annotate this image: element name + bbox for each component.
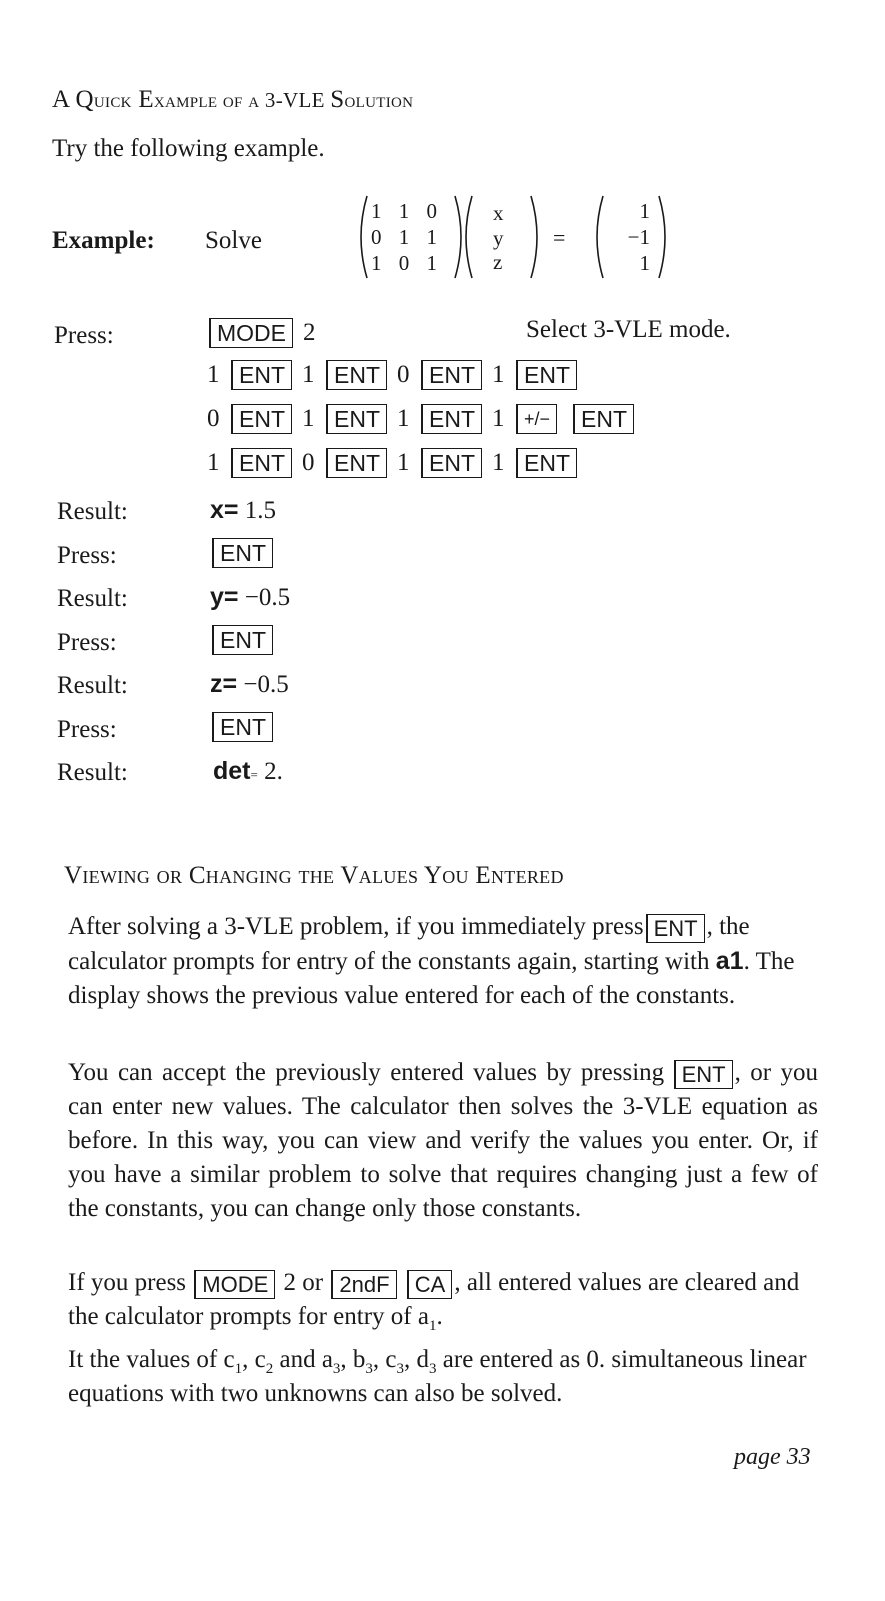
- digit: 1: [492, 405, 505, 432]
- digit: 1: [207, 449, 220, 476]
- page-number: page 33: [734, 1444, 811, 1470]
- digit: 0: [207, 405, 220, 432]
- rhs-1: 1: [639, 199, 650, 223]
- digit: 1: [302, 361, 315, 388]
- paragraph-text: , or you can enter new values. The calculator then solves the 3-VLE equation as before. In this way, you can view and verify the values you enter. Or, if you have a similar problem to solve that requires changing just a few of the constants, you can change only those constants.: [68, 1059, 819, 1222]
- result-value: 2.: [257, 758, 283, 785]
- var-z: z: [493, 250, 503, 274]
- paragraph-text: . The display shows the previous value entered for each of the constants.: [68, 948, 795, 1009]
- ent-key[interactable]: ENT: [326, 448, 387, 478]
- paragraph-text: , c: [242, 1346, 266, 1373]
- equals-sign: =: [553, 225, 566, 250]
- ent-key[interactable]: ENT: [326, 404, 387, 434]
- press-label: Press:: [57, 542, 117, 569]
- paragraph-text: , all entered values are cleared and the calculator prompts for entry of a: [68, 1269, 800, 1330]
- subscript: 3: [332, 1361, 341, 1377]
- heading-text: uick: [93, 88, 132, 112]
- paragraph-4: [68, 1343, 818, 1411]
- paragraph-text: , c: [372, 1346, 397, 1373]
- ent-key[interactable]: ENT: [421, 404, 482, 434]
- press-row: [210, 712, 275, 742]
- digit: 1: [492, 449, 505, 476]
- paragraph-text: After solving a 3-VLE problem, if you immediately press: [68, 913, 644, 940]
- rhs-2: −1: [627, 225, 650, 249]
- press-label: Press:: [57, 629, 117, 656]
- sign-change-key[interactable]: +/−: [516, 404, 557, 434]
- keystroke-row-4: [207, 448, 579, 478]
- result-label: Result:: [57, 585, 128, 612]
- ent-key[interactable]: ENT: [674, 1060, 733, 1089]
- digit: 1: [397, 405, 410, 432]
- result-det: [213, 757, 283, 786]
- rhs-3: 1: [639, 251, 650, 275]
- paragraph-bold: a1: [715, 947, 744, 975]
- subscript: 3: [396, 1361, 405, 1377]
- mode-key[interactable]: MODE: [209, 318, 293, 348]
- result-value: 1.5: [238, 497, 277, 524]
- ent-key[interactable]: ENT: [646, 914, 705, 943]
- var-x: x: [493, 201, 504, 225]
- ent-key[interactable]: ENT: [212, 625, 273, 655]
- ent-key[interactable]: ENT: [326, 360, 387, 390]
- ent-key[interactable]: ENT: [231, 404, 292, 434]
- paragraph-1: [68, 910, 818, 1013]
- result-y: [210, 583, 290, 612]
- ent-key[interactable]: ENT: [516, 360, 577, 390]
- result-label: Result:: [57, 672, 128, 699]
- matrix-row-2: 0 1 1: [371, 225, 443, 249]
- result-label: Result:: [57, 498, 128, 525]
- result-z: [210, 670, 289, 699]
- ent-key[interactable]: ENT: [212, 712, 273, 742]
- digit: 1: [302, 405, 315, 432]
- press-row: [210, 538, 275, 568]
- ent-key[interactable]: ENT: [573, 404, 634, 434]
- paragraph-text: are entered as 0. simultaneous linear equations with two unknowns can also be solved.: [68, 1346, 807, 1407]
- section-heading-quick-example: [52, 86, 413, 114]
- paragraph-text: , d: [404, 1346, 430, 1373]
- press-row: [210, 625, 275, 655]
- heading-text: E: [131, 86, 154, 113]
- digit: 1: [207, 361, 220, 388]
- paragraph-2: [68, 1056, 818, 1226]
- paragraph-text: .: [436, 1303, 443, 1330]
- heading-text: olution: [344, 88, 414, 112]
- result-value: −0.5: [237, 671, 289, 698]
- press-label: Press:: [54, 322, 114, 349]
- paragraph-3: [68, 1266, 818, 1334]
- paragraph-text: 2 or: [277, 1269, 330, 1296]
- ent-key[interactable]: ENT: [231, 360, 292, 390]
- result-sub: =: [250, 767, 258, 782]
- subscript: 1: [234, 1361, 243, 1377]
- ent-key[interactable]: ENT: [231, 448, 292, 478]
- digit: 1: [492, 361, 505, 388]
- result-var: x=: [210, 496, 239, 524]
- result-var: z=: [210, 670, 238, 698]
- digit: 0: [397, 361, 410, 388]
- heading-text: xample of a 3-VLE: [153, 88, 331, 112]
- digit: 0: [302, 449, 315, 476]
- subscript: 1: [428, 1318, 437, 1334]
- digit: 2: [303, 319, 316, 346]
- ent-key[interactable]: ENT: [516, 448, 577, 478]
- digit: 1: [397, 449, 410, 476]
- result-var: det: [213, 757, 251, 785]
- mode-key[interactable]: MODE: [194, 1270, 275, 1299]
- press-label: Press:: [57, 716, 117, 743]
- ca-key[interactable]: CA: [407, 1270, 453, 1299]
- heading-text: S: [330, 86, 345, 113]
- keystroke-row-1: [207, 318, 316, 348]
- subscript: 2: [265, 1361, 274, 1377]
- matrix-row-3: 1 0 1: [371, 251, 443, 275]
- paragraph-text: the calculator prompts for entry of the constants again, starting with: [68, 913, 750, 975]
- paragraph-text: and a: [273, 1346, 333, 1373]
- var-y: y: [493, 226, 504, 250]
- result-value: −0.5: [238, 584, 291, 611]
- subscript: 3: [429, 1361, 437, 1377]
- step-note: Select 3-VLE mode.: [526, 316, 731, 343]
- result-label: Result:: [57, 759, 128, 786]
- example-label: Example:: [52, 227, 155, 254]
- keystroke-row-2: [207, 360, 579, 390]
- paragraph-text: , b: [340, 1346, 366, 1373]
- paragraph-text: If you press: [68, 1269, 193, 1296]
- paragraph-text: It the values of c: [68, 1346, 235, 1373]
- intro-text: Try the following example.: [52, 135, 325, 162]
- paragraph-text: You can accept the previously entered values by pressing: [68, 1059, 665, 1086]
- ent-key[interactable]: ENT: [212, 538, 273, 568]
- paragraph-text: ,: [706, 913, 713, 940]
- ent-key[interactable]: ENT: [421, 448, 482, 478]
- keystroke-row-3: [207, 404, 636, 434]
- heading-text: A Q: [52, 86, 94, 113]
- result-x: [210, 496, 276, 525]
- section-heading-viewing: Viewing or Changing the Values You Entered: [64, 862, 564, 889]
- matrix-row-1: 1 1 0: [371, 199, 443, 223]
- ent-key[interactable]: ENT: [421, 360, 482, 390]
- subscript: 3: [365, 1361, 373, 1377]
- result-var: y=: [210, 583, 239, 611]
- 2ndf-key[interactable]: 2ndF: [331, 1270, 396, 1299]
- solve-label: Solve: [205, 227, 262, 254]
